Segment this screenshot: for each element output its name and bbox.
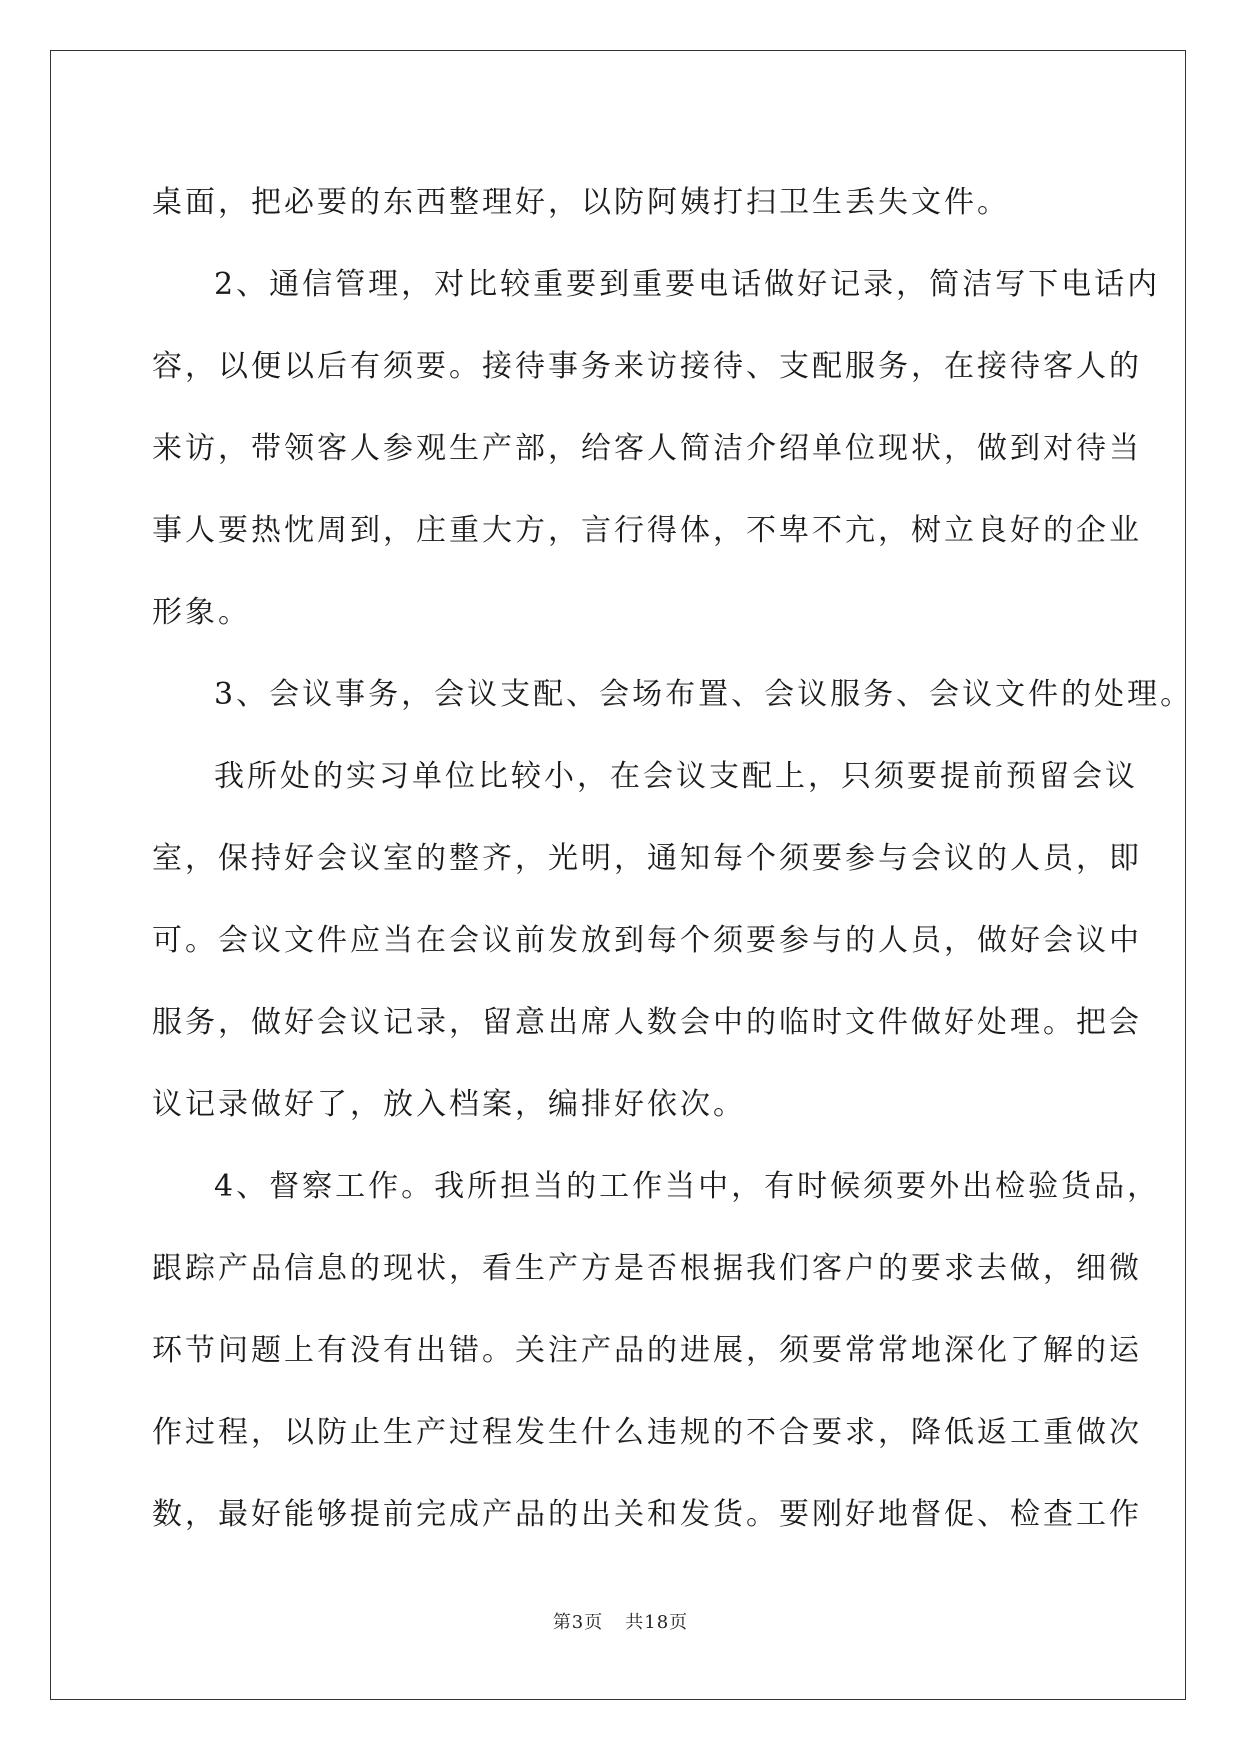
text-line: 2、通信管理，对比较重要到重要电话做好记录，简洁写下电话内 — [214, 267, 1161, 302]
page-footer — [0, 1608, 1241, 1634]
text-line: 环节问题上有没有出错。关注产品的进展，须要常常地深化了解的运 — [152, 1333, 1142, 1368]
text-line: 服务，做好会议记录，留意出席人数会中的临时文件做好处理。把会 — [152, 1005, 1142, 1040]
text-line: 事人要热忱周到，庄重大方，言行得体，不卑不亢，树立良好的企业 — [152, 513, 1142, 548]
text-line: 室，保持好会议室的整齐，光明，通知每个须要参与会议的人员，即 — [152, 841, 1142, 876]
text-line: 跟踪产品信息的现状，看生产方是否根据我们客户的要求去做，细微 — [152, 1251, 1142, 1286]
text-line: 可。会议文件应当在会议前发放到每个须要参与的人员，做好会议中 — [152, 923, 1142, 958]
page-number: 第3页 — [552, 1612, 604, 1633]
text-line: 形象。 — [152, 595, 251, 630]
page-total: 共18页 — [625, 1612, 689, 1633]
text-line: 来访，带领客人参观生产部，给客人简洁介绍单位现状，做到对待当 — [152, 431, 1142, 466]
text-line: 4、督察工作。我所担当的工作当中，有时候须要外出检验货品， — [214, 1169, 1161, 1204]
text-line: 作过程，以防止生产过程发生什么违规的不合要求，降低返工重做次 — [152, 1415, 1142, 1450]
text-line: 容，以便以后有须要。接待事务来访接待、支配服务，在接待客人的 — [152, 349, 1142, 384]
text-line: 我所处的实习单位比较小，在会议支配上，只须要提前预留会议 — [214, 759, 1138, 794]
text-line: 数，最好能够提前完成产品的出关和发货。要刚好地督促、检查工作 — [152, 1497, 1142, 1532]
text-line: 桌面，把必要的东西整理好，以防阿姨打扫卫生丢失文件。 — [152, 185, 1010, 220]
text-line: 议记录做好了，放入档案，编排好依次。 — [152, 1087, 746, 1122]
text-line: 3、会议事务，会议支配、会场布置、会议服务、会议文件的处理。 — [214, 677, 1194, 712]
document-body — [152, 162, 1194, 1556]
